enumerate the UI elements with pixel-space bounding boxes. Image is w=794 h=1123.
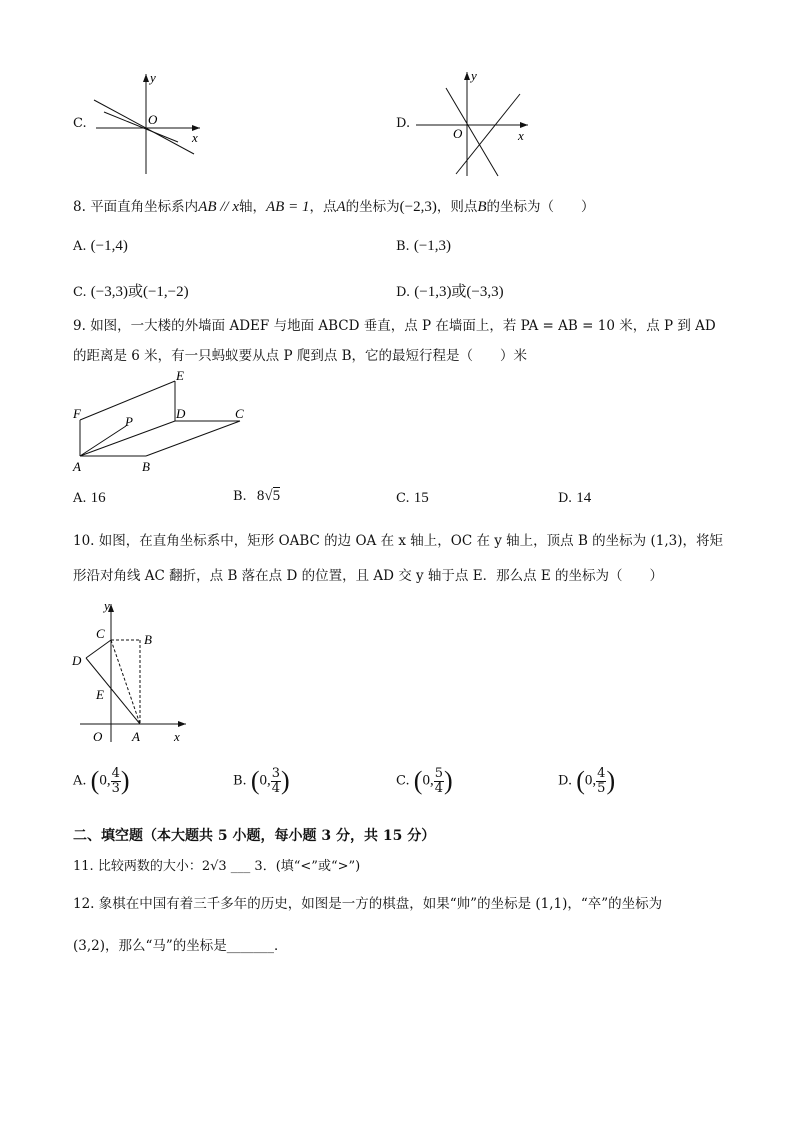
label-p: P	[125, 414, 133, 429]
q9-option-b-label: B.	[233, 489, 247, 504]
q9-option-d[interactable]	[558, 490, 591, 507]
q10-option-d-denominator: 5	[597, 780, 606, 796]
q10-label-e: E	[96, 687, 104, 702]
q9-option-a-value: 16	[90, 490, 106, 506]
q7-option-c-label: C.	[73, 116, 87, 131]
right-paren-icon: )	[120, 766, 130, 795]
q9-number: 9.	[73, 318, 86, 334]
q8-text-c: ，点	[309, 199, 337, 215]
q9-option-c-label: C.	[396, 491, 410, 506]
c-line-2	[104, 112, 178, 142]
label-c: C	[235, 406, 244, 421]
q10-option-b-numerator: 3	[271, 765, 281, 781]
q10-label-d: D	[72, 653, 82, 668]
q11-text: 比较两数的大小：2√3 ___ 3．(填“<”或“>”)	[97, 859, 361, 874]
q12-number: 12.	[73, 896, 95, 912]
q9-option-b-coef: 8	[256, 488, 265, 504]
q10-x-arrow-icon	[178, 721, 186, 727]
d-x-label: x	[518, 128, 524, 143]
q8-text-b: 轴，	[239, 199, 267, 215]
sqrt-icon: √	[264, 488, 273, 504]
q12-stem-line2[interactable]: (3,2)，那么“马”的坐标是_______．	[73, 938, 288, 954]
d-origin-label: O	[453, 126, 463, 141]
d-y-label: y	[471, 68, 477, 83]
q9-stem-line2: 的距离是 6 米，有一只蚂蚁要从点 P 爬到点 B，它的最短行程是（ ）米	[73, 348, 528, 364]
q10-option-c-label: C.	[396, 773, 410, 789]
label-e: E	[176, 368, 184, 383]
q8-option-b-value: (−1,3)	[413, 238, 452, 254]
q8-option-a-label: A.	[73, 239, 87, 254]
q8-option-c-value: (−3,3)或(−1,−2)	[90, 284, 189, 300]
label-a: A	[73, 459, 81, 474]
q10-option-a[interactable]	[73, 766, 130, 796]
q9-option-d-value: 14	[576, 490, 592, 506]
q8-number: 8.	[73, 199, 86, 215]
q10-option-d-label: D.	[558, 773, 573, 789]
q8-math-ab-eq: AB = 1	[266, 199, 310, 215]
q10-option-c[interactable]	[396, 766, 453, 796]
right-paren-icon: )	[443, 766, 453, 795]
q10-option-d[interactable]	[558, 766, 615, 796]
c-y-arrow-icon	[143, 74, 149, 82]
q8-option-d-value: (−1,3)或(−3,3)	[414, 284, 504, 300]
q9-option-a[interactable]	[73, 490, 106, 507]
q10-option-a-numerator: 4	[111, 765, 120, 781]
q10-option-d-fraction	[596, 767, 606, 796]
right-paren-icon: )	[281, 766, 290, 795]
c-line-1	[94, 100, 194, 154]
q10-label-a: A	[132, 729, 140, 744]
q8-option-a-value: (−1,4)	[90, 238, 128, 254]
edge-cd	[86, 640, 111, 658]
q10-label-x: x	[174, 729, 180, 744]
q8-option-d[interactable]	[396, 280, 504, 301]
diagonal-ca	[111, 640, 140, 724]
c-x-label: x	[192, 130, 198, 145]
q8-option-c[interactable]	[73, 280, 189, 301]
q10-option-c-zero: 0,	[422, 772, 434, 789]
q9-option-c-value: 15	[413, 490, 429, 506]
q8-coord: (−2,3)	[399, 199, 437, 215]
label-b: B	[142, 459, 150, 474]
q9-figure	[70, 368, 254, 478]
c-origin-label: O	[148, 112, 158, 127]
q10-option-a-fraction	[111, 767, 121, 796]
q10-number: 10.	[73, 533, 95, 549]
q7-option-d-label: D.	[396, 116, 411, 131]
q7-option-d-graph	[412, 66, 538, 182]
d-y-arrow-icon	[464, 72, 470, 80]
q10-option-b-fraction	[271, 767, 281, 796]
q10-option-a-zero: 0,	[99, 772, 111, 789]
q10-label-o: O	[93, 729, 103, 744]
q9-option-b-radicand: 5	[272, 488, 281, 504]
section2-title: 二、填空题（本大题共 5 小题，每小题 3 分，共 15 分）	[73, 828, 436, 844]
q11-stem	[73, 857, 360, 877]
right-paren-icon: )	[606, 766, 616, 795]
q8-option-d-label: D.	[396, 285, 411, 300]
q10-stem-line2: 形沿对角线 AC 翻折，点 B 落在点 D 的位置，且 AD 交 y 轴于点 E．那么点 E 的坐标为（ ）	[73, 568, 664, 584]
q8-text-d: 的坐标为	[345, 199, 400, 215]
q8-point-b: B	[477, 199, 487, 215]
q10-option-d-numerator: 4	[597, 765, 606, 781]
label-d: D	[176, 406, 186, 421]
q8-text-e: ，则点	[436, 199, 478, 215]
q10-option-b-zero: 0,	[259, 772, 271, 789]
left-paren-icon: (	[250, 766, 260, 795]
label-f: F	[73, 406, 81, 421]
left-paren-icon: (	[576, 766, 585, 795]
q8-math-ab-parallel: AB // x	[198, 199, 240, 215]
q10-option-c-denominator: 4	[434, 780, 443, 796]
q11-number: 11.	[73, 859, 94, 874]
segment-pa	[80, 426, 126, 456]
q10-option-a-denominator: 3	[111, 780, 120, 796]
q10-option-c-numerator: 5	[434, 765, 443, 781]
q8-point-a: A	[336, 199, 346, 215]
q12-line1-text: 象棋在中国有着三千多年的历史，如图是一方的棋盘，如果“帅”的坐标是 (1,1)，“卒”的坐标为	[98, 896, 663, 912]
q8-stem	[73, 197, 595, 217]
q10-option-c-fraction	[434, 767, 444, 796]
q10-option-b[interactable]	[233, 766, 290, 796]
q12-stem-line1	[73, 894, 662, 914]
q8-option-b-label: B.	[396, 239, 410, 254]
left-paren-icon: (	[413, 766, 423, 795]
q10-label-y: y	[104, 598, 110, 613]
q9-option-c[interactable]	[396, 490, 429, 507]
q9-option-d-label: D.	[558, 491, 573, 506]
q9-option-b[interactable]	[233, 488, 280, 505]
q10-line1-text: 如图，在直角坐标系中，矩形 OABC 的边 OA 在 x 轴上，OC 在 y 轴上，顶点 B 的坐标为 (1,3)，将矩	[98, 533, 723, 549]
q8-option-c-label: C.	[73, 285, 87, 300]
q10-option-a-label: A.	[73, 773, 87, 789]
edge-da	[86, 658, 140, 724]
q10-option-b-denominator: 4	[271, 780, 281, 796]
q10-label-c: C	[96, 626, 105, 641]
q9-option-a-label: A.	[73, 491, 87, 506]
q8-option-a[interactable]	[73, 238, 128, 255]
q8-text-a: 平面直角坐标系内	[90, 199, 199, 215]
q10-figure	[66, 598, 196, 748]
q10-option-b-label: B.	[233, 773, 247, 789]
q9-stem-line1	[73, 316, 716, 336]
d-line-2	[456, 94, 520, 174]
c-y-label: y	[150, 70, 156, 85]
q8-text-f: 的坐标为（ ）	[486, 199, 595, 215]
q10-label-b: B	[144, 632, 152, 647]
q9-line1-text: 如图，一大楼的外墙面 ADEF 与地面 ABCD 垂直，点 P 在墙面上，若 PA = AB = 10 米，点 P 到 AD	[90, 318, 716, 334]
q7-option-c-graph	[88, 70, 210, 182]
left-paren-icon: (	[90, 766, 100, 795]
q10-option-d-zero: 0,	[584, 772, 597, 789]
q8-option-b[interactable]	[396, 238, 451, 255]
q10-stem-line1	[73, 531, 723, 551]
